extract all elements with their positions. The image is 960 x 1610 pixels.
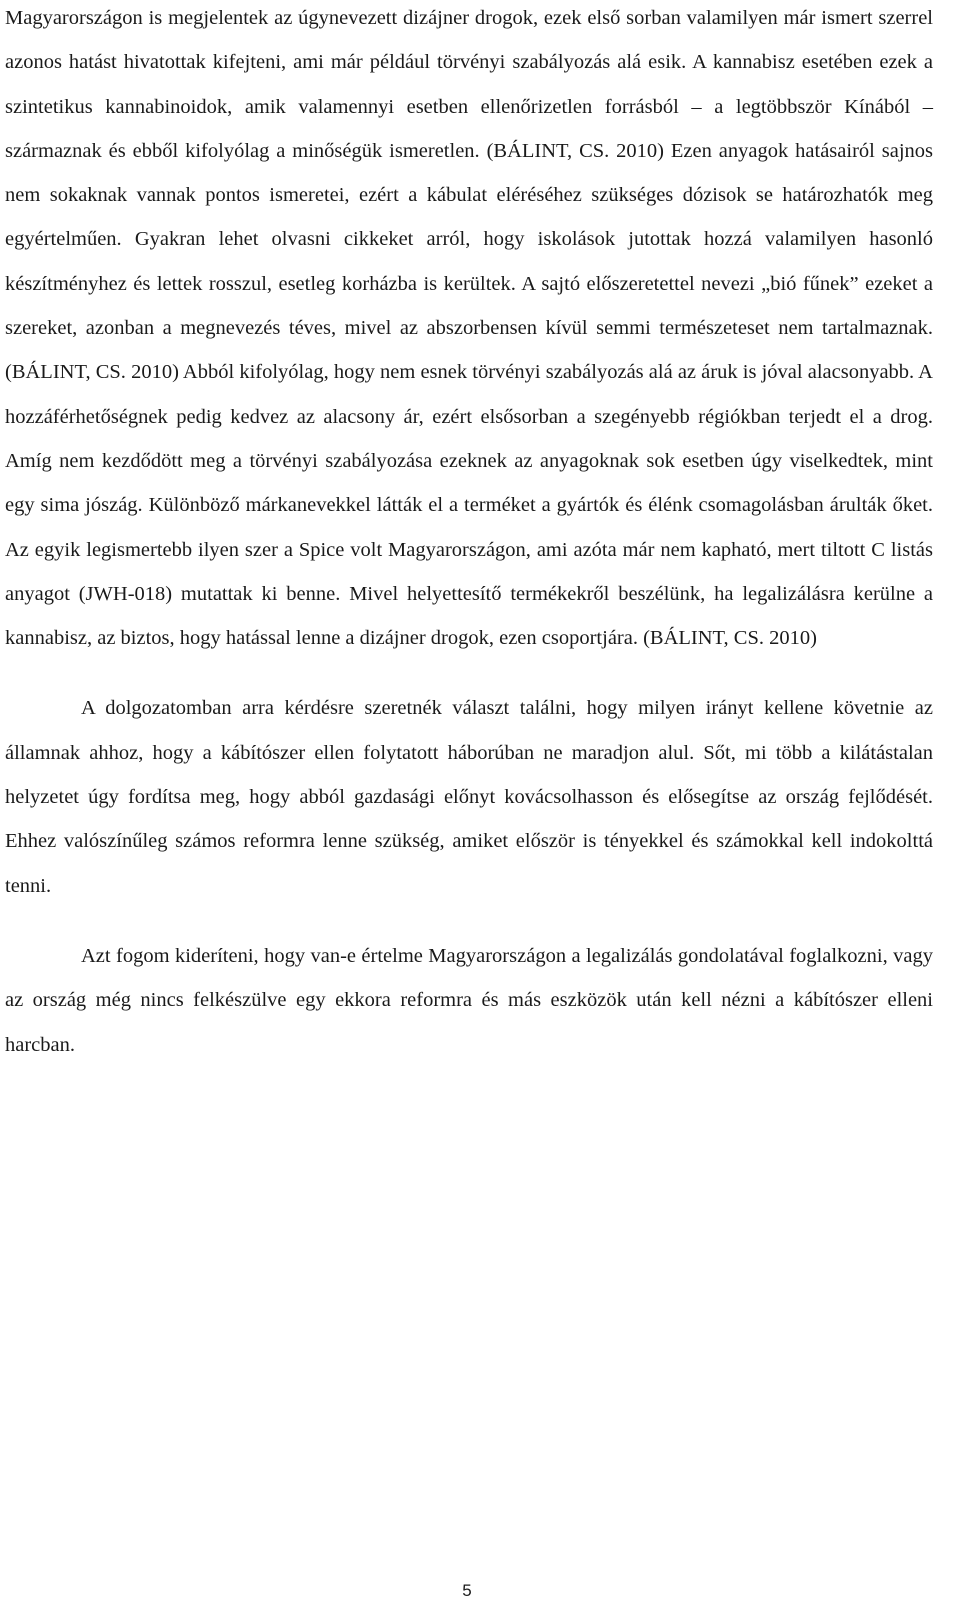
document-page	[5, 0, 933, 1067]
paragraph-research-question: A dolgozatomban arra kérdésre szeretnék választ találni, hogy milyen irányt kellene követnie az államnak ahhoz, hogy a kábítószer ellen folytatott háborúban ne maradjon alul. Sőt, mi több a kilátástalan helyzetet úgy fordítsa meg, hogy abból gazdasági előnyt kovácsolhasson és elősegítse az ország fejlődését. Ehhez valószínűleg számos reformra lenne szükség, amiket először is tényekkel és számokkal kell indokolttá tenni.	[5, 697, 933, 897]
paragraph-thesis-aim: Azt fogom kideríteni, hogy van-e értelme Magyarországon a legalizálás gondolatával foglalkozni, vagy az ország még nincs felkészülve egy ekkora reformra és más eszközök után kell nézni a kábítószer elleni harcban.	[5, 944, 933, 1056]
paragraph-designer-drugs: Magyarországon is megjelentek az úgynevezett dizájner drogok, ezek első sorban valamilyen már ismert szerrel azonos hatást hivatottak kifejteni, ami már például törvényi szabályozás alá esik. A kannabisz esetében ezek a szintetikus kannabinoidok, amik valamennyi esetben ellenőrizetlen forrásból – a legtöbbször Kínából – származnak és ebből kifolyólag a minőségük ismeretlen. (BÁLINT, CS. 2010) Ezen anyagok hatásairól sajnos nem sokaknak vannak pontos ismeretei, ezért a kábulat eléréséhez szükséges dózisok se határozhatók meg egyértelműen. Gyakran lehet olvasni cikkeket arról, hogy iskolások jutottak hozzá valamilyen hasonló készítményhez és lettek rosszul, esetleg korházba is kerültek. A sajtó előszeretettel nevezi „bió fűnek” ezeket a szereket, azonban a megnevezés téves, mivel az abszorbensen kívül semmi természeteset nem tartalmaznak. (BÁLINT, CS. 2010) Abból kifolyólag, hogy nem esnek törvényi szabályozás alá az áruk is jóval alacsonyabb. A hozzáférhetőségnek pedig kedvez az alacsony ár, ezért elsősorban a szegényebb régiókban terjedt el a drog. Amíg nem kezdődött meg a törvényi szabályozása ezeknek az anyagoknak sok esetben úgy viselkedtek, mint egy sima jószág. Különböző márkanevekkel látták el a terméket a gyártók és élénk csomagolásban árulták őket. Az egyik legismertebb ilyen szer a Spice volt Magyarországon, ami azóta már nem kapható, mert tiltott C listás anyagot (JWH-018) mutattak ki benne. Mivel helyettesítő termékekről beszélünk, ha legalizálásra kerülne a kannabisz, az biztos, hogy hatással lenne a dizájner drogok, ezen csoportjára. (BÁLINT, CS. 2010)	[5, 7, 933, 650]
page-number: 5	[462, 1581, 472, 1600]
